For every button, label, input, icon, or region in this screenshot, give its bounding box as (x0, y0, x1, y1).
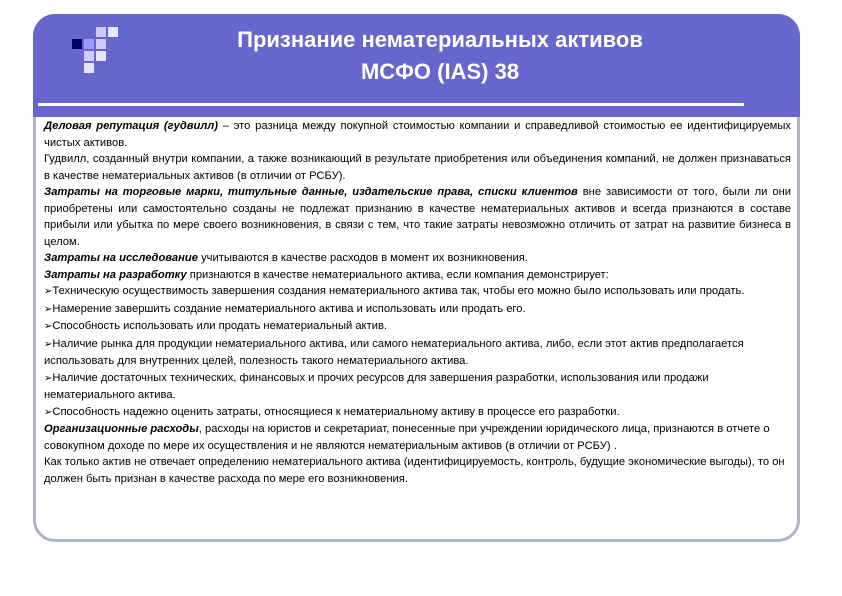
slide-body (44, 118, 791, 528)
header-divider (38, 103, 744, 106)
paragraph-text: вне зависимости от того, были ли они приобретены или самостоятельно созданы не подлежат признанию в качестве нематериальных активов и всегда признаются в составе прибыли или убытка по мере своего возникновения, в связи с тем, что такие затраты невозможно отличить от затрат на развитие бизнеса в целом. (44, 186, 791, 248)
term-research-costs: Затраты на исследование (44, 252, 198, 264)
bullet-item (44, 336, 791, 370)
paragraph-internal-goodwill (44, 151, 791, 184)
paragraph-text: признаются в качестве нематериального актива, если компания демонстрирует: (186, 268, 609, 281)
blue-squares-logo-icon (64, 25, 120, 73)
paragraph-text: Гудвилл, созданный внутри компании, а также возникающий в результате приобретения или объединения компаний, не должен признаваться в качестве нематериальных активов (в отличии от РСБУ). (44, 153, 791, 182)
paragraph-trademark-costs (44, 184, 791, 250)
paragraph-text: – это разница между покупной стоимостью компании и справедливой стоимостью ее идентифицируемых чистых активов. (44, 120, 792, 149)
arrow-bullet-icon: ➢ (44, 303, 53, 315)
bullet-item (44, 370, 791, 404)
bullet-text: Способность надежно оценить затраты, относящиеся к нематериальному активу в процессе его разработки. (52, 405, 620, 418)
paragraph-research-costs (44, 250, 791, 267)
paragraph-development-costs (44, 267, 791, 284)
bullet-text: Способность использовать или продать нематериальный актив. (52, 320, 388, 332)
arrow-bullet-icon: ➢ (44, 321, 53, 332)
bullet-text: Наличие достаточных технических, финансовых и прочих ресурсов для завершения разработки, использования или продажи нематериального актива. (44, 371, 709, 401)
arrow-bullet-icon: ➢ (44, 372, 53, 384)
paragraph-text: Как только актив не отвечает определению нематериального актива (идентифицируемость, контроль, будущие экономические выгоды), то он должен быть признан в качестве расхода по мере его возникновения. (44, 456, 785, 485)
title-line-1: Признание нематериальных активов (237, 27, 643, 52)
term-trademark-costs: Затраты на торговые марки, титульные данные, издательские права, списки клиентов (44, 186, 578, 198)
title-line-2: МСФО (IAS) 38 (360, 59, 520, 84)
paragraph-derecognition (44, 454, 791, 487)
term-organizational-costs: Организационные расходы (44, 423, 199, 435)
bullet-text: Наличие рынка для продукции нематериального актива, или самого нематериального актива, либо, если этот актив предполагается использовать для внутренних целей, полезность такого нематериального актива. (44, 337, 744, 367)
slide-title (140, 24, 740, 88)
paragraph-organizational-costs (44, 421, 791, 454)
paragraph-text: , расходы на юристов и секретариат, понесенные при учреждении юридического лица, признаются в отчете о совокупном доходе по мере их осуществления и не являются нематериальным активов (в отличии от РСБУ) . (44, 423, 770, 452)
arrow-bullet-icon: ➢ (44, 286, 53, 297)
bullet-item (44, 301, 791, 319)
bullet-item (44, 318, 791, 336)
bullet-text: Намерение завершить создание нематериального актива и использовать или продать его. (52, 302, 526, 315)
bullet-item (44, 404, 791, 422)
paragraph-text: учитываются в качестве расходов в момент их возникновения. (197, 252, 528, 264)
term-development-costs: Затраты на разработку (44, 268, 187, 281)
term-goodwill: Деловая репутация (гудвилл) (44, 120, 218, 132)
bullet-item (44, 283, 791, 301)
paragraph-goodwill-definition (44, 118, 791, 151)
arrow-bullet-icon: ➢ (44, 406, 53, 418)
arrow-bullet-icon: ➢ (44, 338, 53, 350)
bullet-text: Техническую осуществимость завершения создания нематериального актива так, чтобы его можно было использовать или продать. (52, 285, 745, 297)
